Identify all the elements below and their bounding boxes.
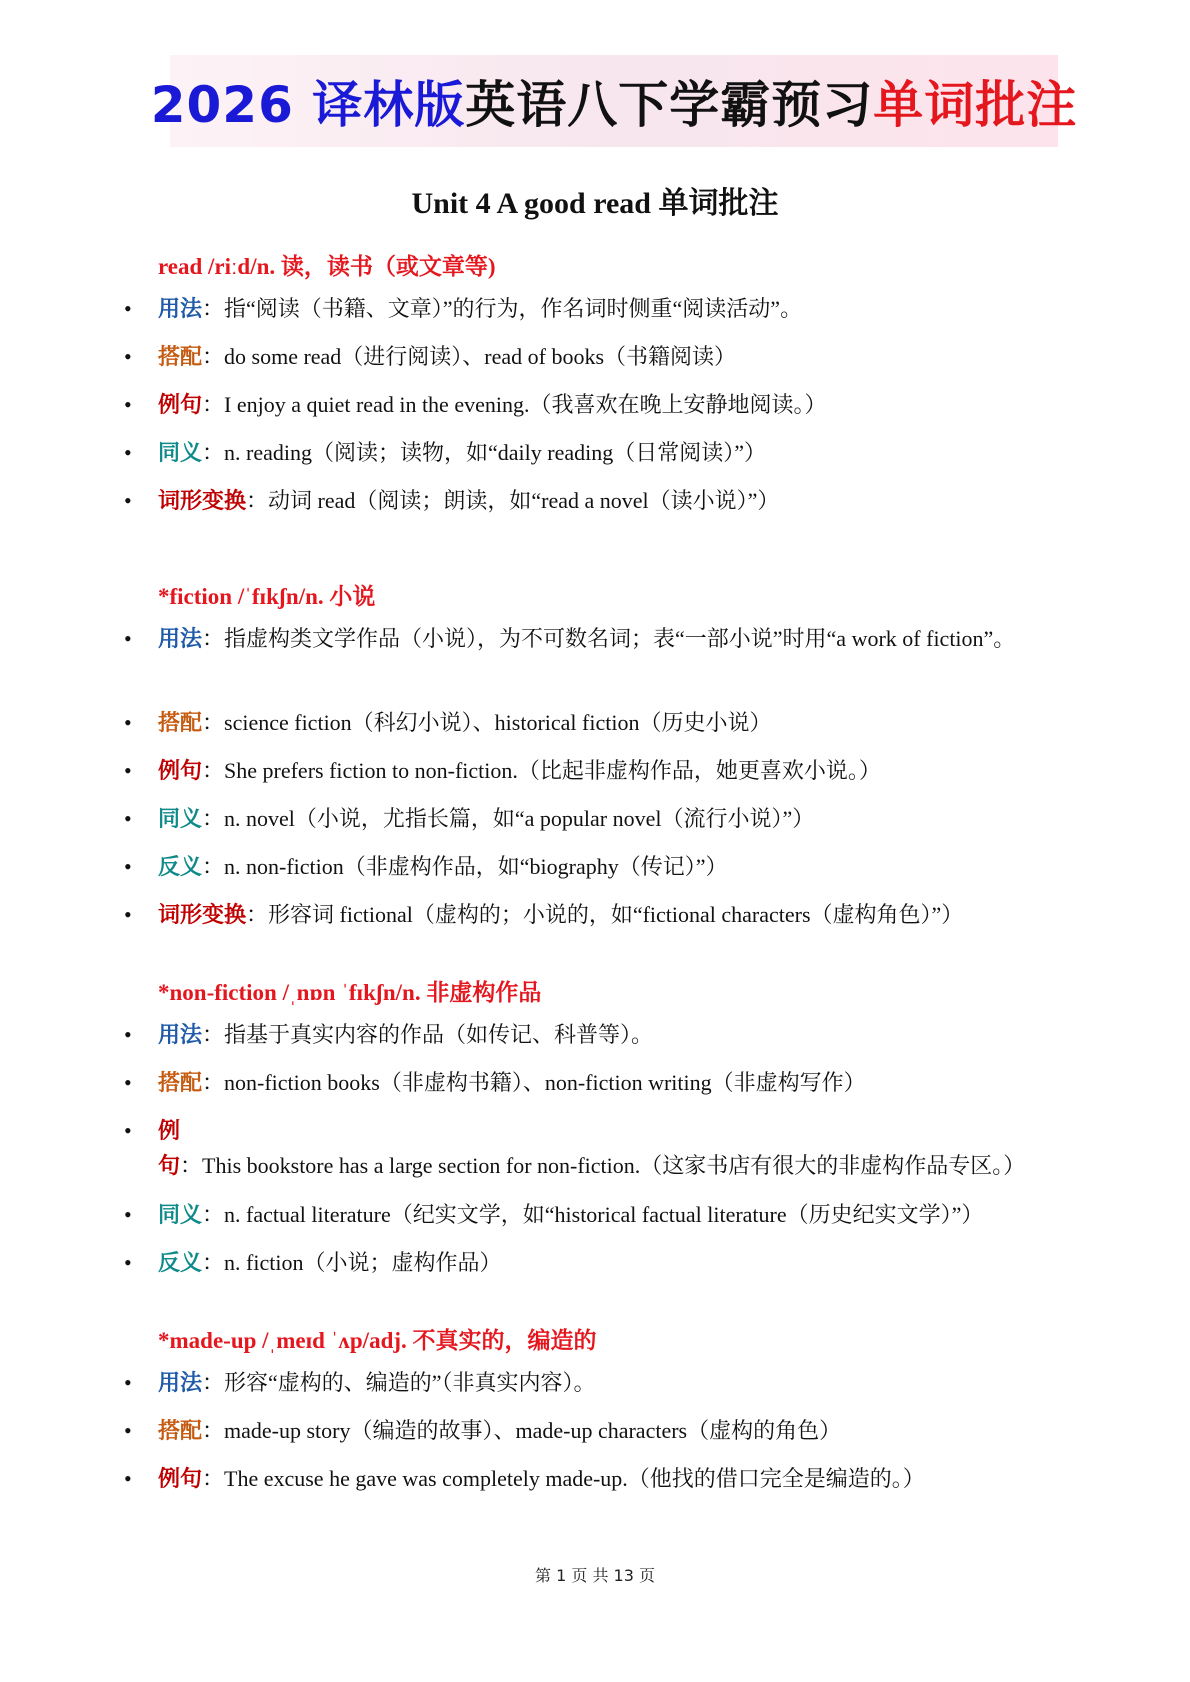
list-item: • 用法：指基于真实内容的作品（如传记、科普等）。: [158, 1017, 1038, 1052]
list-item: • 词形变换：形容词 fictional（虚构的；小说的，如“fictional characters（虚构角色）”）: [158, 897, 1038, 932]
entry-word-fiction: *fiction /ˈfɪkʃn/n. 小说: [158, 584, 376, 609]
entry-word-non-fiction: *non-fiction /ˌnɒn ˈfɪkʃn/n. 非虚构作品: [158, 980, 542, 1005]
list-item: • 用法：形容“虚构的、编造的”（非真实内容）。: [158, 1365, 1038, 1400]
list-item: • 例句：The excuse he gave was completely made-up.（他找的借口完全是编造的。）: [158, 1461, 1038, 1496]
list-item: • 用法：指虚构类文学作品（小说），为不可数名词；表“一部小说”时用“a work of fiction”。: [158, 621, 1038, 656]
list-item: • 词形变换：动词 read（阅读；朗读，如“read a novel（读小说）”）: [158, 483, 1038, 518]
list-item: • 同义：n. reading（阅读；读物，如“daily reading（日常阅读）”）: [158, 435, 1038, 470]
banner-title: [150, 55, 1078, 147]
entry-word-made-up: *made-up /ˌmeɪd ˈʌp/adj. 不真实的，编造的: [158, 1328, 597, 1353]
list-item: • 搭配：science fiction（科幻小说）、historical fiction（历史小说）: [158, 705, 1038, 740]
list-item: • 用法：指“阅读（书籍、文章）”的行为，作名词时侧重“阅读活动”。: [158, 291, 1038, 326]
list-item: • 反义：n. fiction（小说；虚构作品）: [158, 1245, 1038, 1280]
list-item: • 例句：She prefers fiction to non-fiction.（比起非虚构作品，她更喜欢小说。）: [158, 753, 1038, 788]
page-footer: 第 1 页 共 13 页: [535, 1566, 655, 1585]
list-item: • 搭配：non-fiction books（非虚构书籍）、non-fiction writing（非虚构写作）: [158, 1065, 1038, 1100]
list-item: • 例句：This bookstore has a large section for non-fiction.（这家书店有很大的非虚构作品专区。）: [158, 1113, 1038, 1183]
banner-part-3: 单词批注: [873, 76, 1078, 134]
banner-part-1: 2026 译林版: [150, 76, 466, 134]
list-item: • 反义：n. non-fiction（非虚构作品，如“biography（传记）”）: [158, 849, 1038, 884]
list-item: • 搭配：made-up story（编造的故事）、made-up characters（虚构的角色）: [158, 1413, 1038, 1448]
entry-word-read: read /riːd/n. 读，读书（或文章等): [158, 254, 496, 279]
list-item: • 同义：n. factual literature（纪实文学，如“historical factual literature（历史纪实文学）”）: [158, 1197, 1038, 1232]
page-title: Unit 4 A good read 单词批注: [411, 187, 779, 220]
list-item: • 例句：I enjoy a quiet read in the evening.（我喜欢在晚上安静地阅读。）: [158, 387, 1038, 422]
list-item: • 搭配：do some read（进行阅读）、read of books（书籍阅读）: [158, 339, 1038, 374]
banner-part-2: 英语八下学霸预习: [465, 76, 874, 134]
list-item: • 同义：n. novel（小说，尤指长篇，如“a popular novel（流行小说）”）: [158, 801, 1038, 836]
